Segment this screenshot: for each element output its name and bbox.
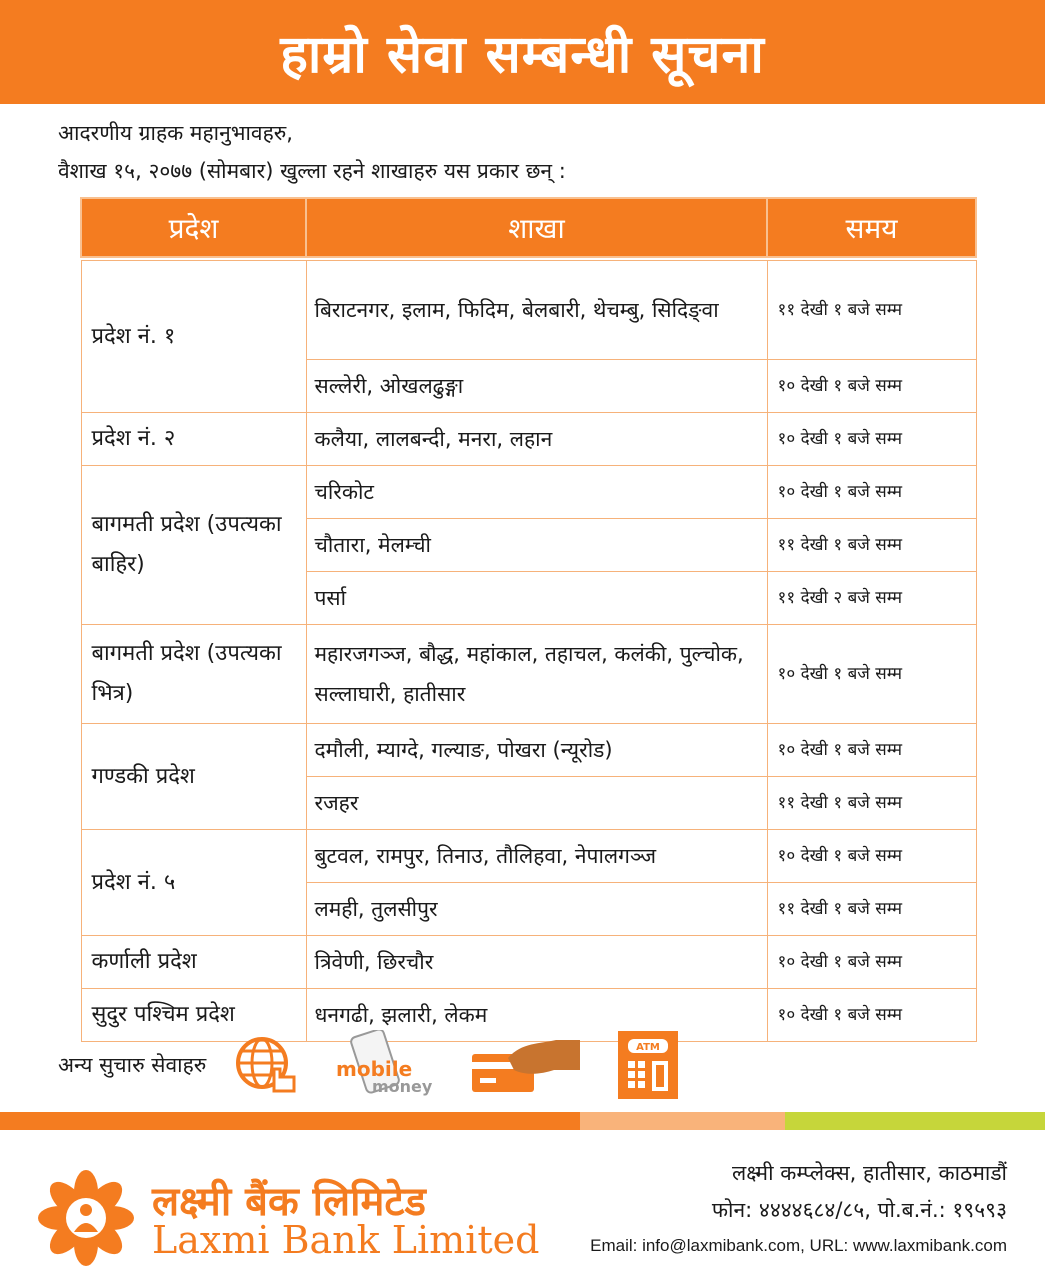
time-cell: १० देखी १ बजे सम्म bbox=[767, 936, 976, 989]
bank-name-nepali: लक्ष्मी बैंक लिमिटेड bbox=[152, 1179, 426, 1225]
greeting bbox=[58, 118, 566, 194]
atm-icon bbox=[618, 1031, 678, 1099]
mobile-text: mobile bbox=[336, 1057, 413, 1081]
branch-cell: रजहर bbox=[306, 777, 767, 830]
table-row bbox=[81, 830, 976, 883]
bank-name-english: Laxmi Bank Limited bbox=[152, 1218, 540, 1262]
time-cell: १० देखी १ बजे सम्म bbox=[767, 724, 976, 777]
province-cell: बागमती प्रदेश (उपत्यका भित्र) bbox=[81, 625, 306, 724]
table-row bbox=[81, 261, 976, 360]
province-cell: प्रदेश नं. ५ bbox=[81, 830, 306, 936]
province-cell: गण्डकी प्रदेश bbox=[81, 724, 306, 830]
time-cell: १० देखी १ बजे सम्म bbox=[767, 830, 976, 883]
branch-cell: सल्लेरी, ओखलढुङ्गा bbox=[306, 360, 767, 413]
table-row bbox=[81, 724, 976, 777]
salutation: आदरणीय ग्राहक महानुभावहरु, bbox=[58, 121, 293, 145]
card-payment-icon bbox=[470, 1034, 582, 1096]
table-row bbox=[81, 625, 976, 724]
contact-info bbox=[590, 1156, 1007, 1262]
internet-banking-icon bbox=[234, 1033, 298, 1097]
province-cell: प्रदेश नं. २ bbox=[81, 413, 306, 466]
time-cell: १० देखी १ बजे सम्म bbox=[767, 413, 976, 466]
atm-label: ATM bbox=[636, 1042, 661, 1053]
province-cell: कर्णाली प्रदेश bbox=[81, 936, 306, 989]
intro-text: वैशाख १५, २०७७ (सोमबार) खुल्ला रहने शाखाहरु यस प्रकार छन् : bbox=[58, 159, 566, 183]
time-cell: १० देखी १ बजे सम्म bbox=[767, 625, 976, 724]
header-province: प्रदेश bbox=[81, 198, 306, 257]
province-cell: सुदुर पश्चिम प्रदेश bbox=[81, 989, 306, 1042]
header-banner bbox=[0, 0, 1045, 104]
province-cell: बागमती प्रदेश (उपत्यका बाहिर) bbox=[81, 466, 306, 625]
other-services-label: अन्य सुचारु सेवाहरु bbox=[58, 1053, 207, 1077]
phone: फोन: ४४४४६८४/८५, पो.ब.नं.: १९५९३ bbox=[711, 1198, 1007, 1222]
branch-cell: बिराटनगर, इलाम, फिदिम, बेलबारी, थेचम्बु, सिदिङ्वा bbox=[306, 261, 767, 360]
footer-stripe-lime bbox=[785, 1112, 1045, 1130]
branch-cell: चौतारा, मेलम्ची bbox=[306, 519, 767, 572]
branch-cell: त्रिवेणी, छिरचौर bbox=[306, 936, 767, 989]
time-cell: १० देखी १ बजे सम्म bbox=[767, 466, 976, 519]
branch-cell: चरिकोट bbox=[306, 466, 767, 519]
branch-cell: पर्सा bbox=[306, 572, 767, 625]
branch-schedule-table bbox=[80, 197, 977, 1042]
time-cell: ११ देखी १ बजे सम्म bbox=[767, 883, 976, 936]
branch-cell: महारजगञ्ज, बौद्ध, महांकाल, तहाचल, कलंकी, पुल्चोक, सल्लाघारी, हातीसार bbox=[306, 625, 767, 724]
header-time: समय bbox=[767, 198, 976, 257]
branch-cell: लमही, तुलसीपुर bbox=[306, 883, 767, 936]
branch-cell: बुटवल, रामपुर, तिनाउ, तौलिहवा, नेपालगञ्ज bbox=[306, 830, 767, 883]
page-title: हाम्रो सेवा सम्बन्धी सूचना bbox=[280, 24, 765, 85]
time-cell: ११ देखी १ बजे सम्म bbox=[767, 519, 976, 572]
mobile-money-icon bbox=[334, 1030, 434, 1100]
branch-cell: धनगढी, झलारी, लेकम bbox=[306, 989, 767, 1042]
money-text: money bbox=[372, 1077, 433, 1096]
table-row bbox=[81, 936, 976, 989]
time-cell: ११ देखी १ बजे सम्म bbox=[767, 261, 976, 360]
branch-cell: कलैया, लालबन्दी, मनरा, लहान bbox=[306, 413, 767, 466]
branch-cell: दमौली, म्याग्दे, गल्याङ, पोखरा (न्यूरोड) bbox=[306, 724, 767, 777]
table-header-row bbox=[81, 198, 976, 257]
time-cell: ११ देखी २ बजे सम्म bbox=[767, 572, 976, 625]
other-services bbox=[58, 1030, 714, 1100]
time-cell: १० देखी १ बजे सम्म bbox=[767, 360, 976, 413]
table-row bbox=[81, 413, 976, 466]
table-row bbox=[81, 466, 976, 519]
time-cell: १० देखी १ बजे सम्म bbox=[767, 989, 976, 1042]
laxmi-lotus-logo-icon bbox=[38, 1170, 134, 1270]
time-cell: ११ देखी १ बजे सम्म bbox=[767, 777, 976, 830]
province-cell: प्रदेश नं. १ bbox=[81, 261, 306, 413]
address: लक्ष्मी कम्प्लेक्स, हातीसार, काठमाडौं bbox=[731, 1161, 1007, 1185]
footer-stripe-orange bbox=[0, 1112, 580, 1130]
header-branch: शाखा bbox=[306, 198, 767, 257]
email-url: Email: info@laxmibank.com, URL: www.laxmibank.com bbox=[590, 1236, 1007, 1255]
footer-stripe-light bbox=[580, 1112, 785, 1130]
